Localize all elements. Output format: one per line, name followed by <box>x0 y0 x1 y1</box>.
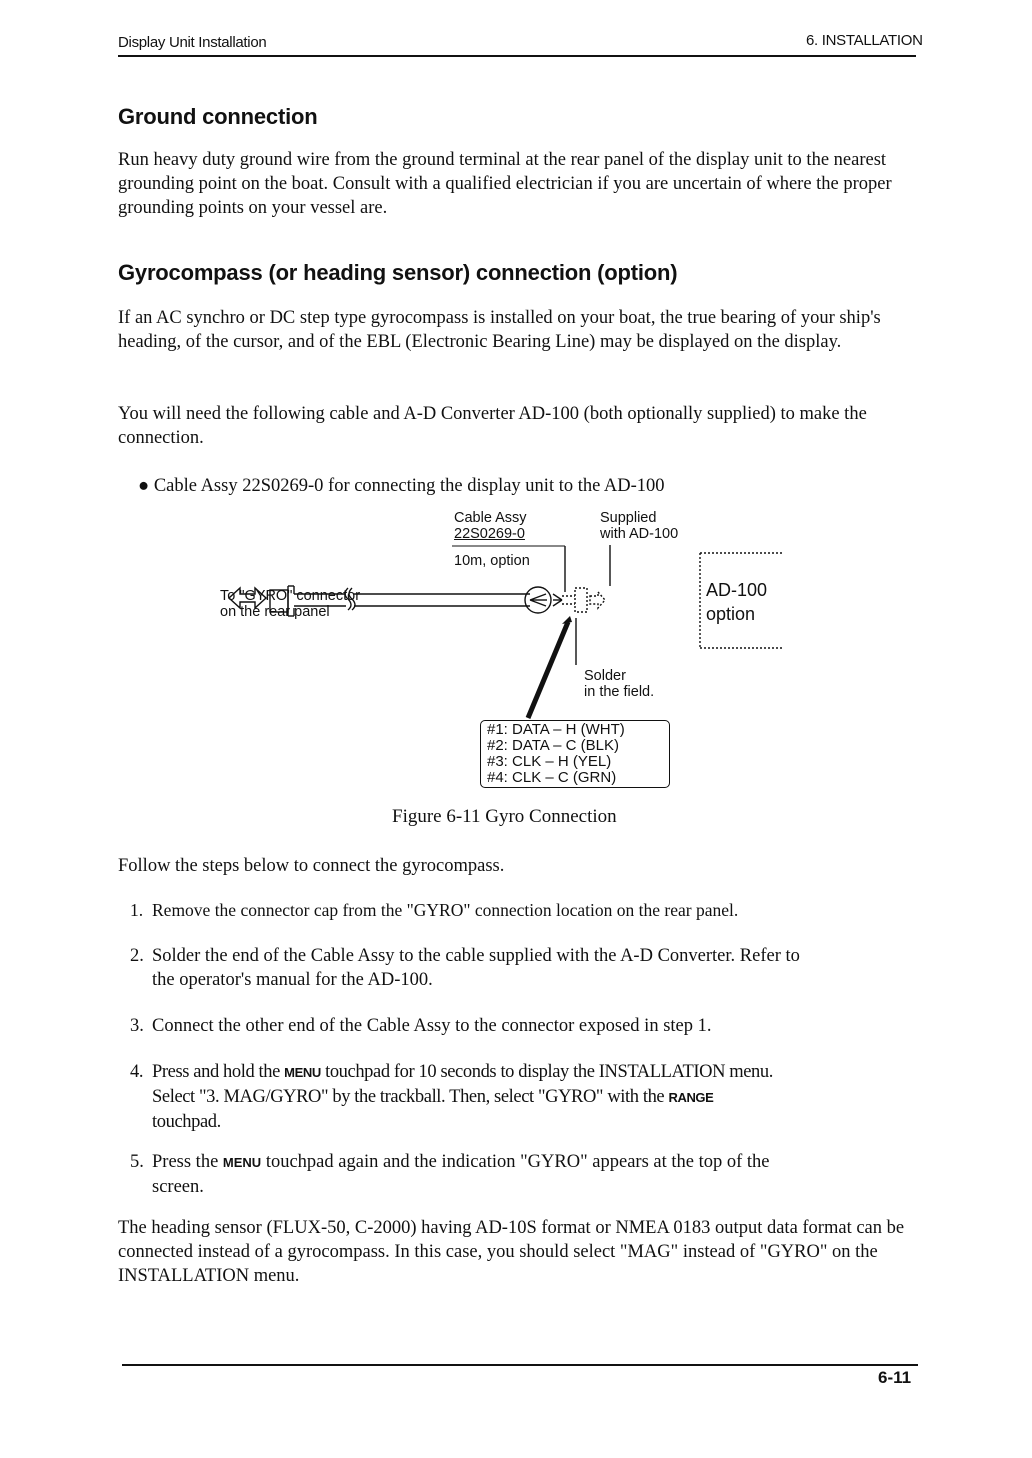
step-text: Solder the end of the Cable Assy to the cable supplied with the A-D Converter. Refer to <box>152 946 800 966</box>
solder-line1: Solder <box>584 668 626 684</box>
range-key-label: RANGE <box>668 1090 714 1105</box>
gyro-paragraph-1: If an AC synchro or DC step type gyrocompass is installed on your boat, the true bearing of your ship's heading, of the cursor, and of the EBL (Electronic Bearing Line) may be displayed on the display. <box>118 308 881 352</box>
step-5 <box>130 1150 930 1199</box>
closing-paragraph: The heading sensor (FLUX-50, C-2000) having AD-10S format or NMEA 0183 output data format can be connected instead of a gyrocompass. In this case, you should select "MAG" instead of "GYRO" on the INSTALLATION menu. <box>118 1218 905 1286</box>
steps-intro: Follow the steps below to connect the gyrocompass. <box>118 856 505 876</box>
step-text: touchpad again and the indication "GYRO" appears at the top of the <box>261 1152 770 1172</box>
step-text: Press and hold the <box>152 1062 285 1082</box>
running-header-left: Display Unit Installation <box>118 34 267 51</box>
cable-label-line1: Cable Assy <box>454 510 527 526</box>
step-1 <box>130 898 920 922</box>
step-text: Select "3. MAG/GYRO" by the trackball. Then, select "GYRO" with the <box>152 1087 669 1107</box>
ground-paragraph: Run heavy duty ground wire from the ground terminal at the rear panel of the display unit to the nearest grounding point on the boat. Consult with a qualified electrician if you are uncertain of where the proper grounding points on your vessel are. <box>118 150 892 218</box>
footer-rule <box>122 1364 918 1366</box>
step-number: 5. <box>130 1152 144 1172</box>
step-3 <box>130 1014 920 1038</box>
gyro-line1: To "GYRO" connector <box>220 588 361 604</box>
step-2 <box>130 944 920 992</box>
gyro-line2: on the rear panel <box>220 604 330 620</box>
wire-4: #4: CLK – C (GRN) <box>487 769 617 786</box>
solder-line2: in the field. <box>584 684 655 700</box>
ad100-line1: AD-100 <box>706 580 768 600</box>
wire-1: #1: DATA – H (WHT) <box>487 721 625 738</box>
step-number: 3. <box>130 1016 144 1036</box>
supplied-line2: with AD-100 <box>600 526 679 542</box>
menu-key-label: MENU <box>284 1065 321 1080</box>
step-text-cont <box>130 1085 930 1110</box>
step-text-cont: the operator's manual for the AD-100. <box>152 970 433 990</box>
section-title-ground: Ground connection <box>118 104 318 129</box>
bullet-icon: ● <box>138 476 154 496</box>
step-number: 1. <box>130 900 144 920</box>
page-number: 6-11 <box>878 1368 912 1387</box>
section-title-gyro: Gyrocompass (or heading sensor) connection (option) <box>118 260 678 285</box>
cable-label-line2: 22S0269-0 <box>454 526 525 542</box>
ad100-line2: option <box>706 604 756 624</box>
wire-color-legend <box>480 720 670 788</box>
menu-key-label: MENU <box>222 1155 262 1170</box>
figure-caption: Figure 6-11 Gyro Connection <box>392 806 617 827</box>
step-number: 4. <box>130 1062 144 1082</box>
wire-2: #2: DATA – C (BLK) <box>487 737 619 754</box>
step-4 <box>130 1060 930 1134</box>
bullet-text: Cable Assy 22S0269-0 for connecting the display unit to the AD-100 <box>153 476 665 496</box>
running-header-right: 6. INSTALLATION <box>806 32 923 49</box>
cable-spec-label: 10m, option <box>454 553 530 569</box>
gyro-paragraph-2: You will need the following cable and A-D Converter AD-100 (both optionally supplied) to make the connection. <box>118 404 867 448</box>
step-text: Remove the connector cap from the "GYRO" connection location on the rear panel. <box>152 900 739 920</box>
step-number: 2. <box>130 946 144 966</box>
supplied-line1: Supplied <box>600 510 657 526</box>
step-text: touchpad for 10 seconds to display the INSTALLATION menu. <box>320 1062 773 1082</box>
step-text: Connect the other end of the Cable Assy to the connector exposed in step 1. <box>152 1016 712 1036</box>
wire-3: #3: CLK – H (YEL) <box>487 753 612 770</box>
step-text-cont: screen. <box>152 1177 204 1197</box>
step-text-cont: touchpad. <box>152 1112 221 1132</box>
step-text: Press the <box>152 1152 223 1172</box>
